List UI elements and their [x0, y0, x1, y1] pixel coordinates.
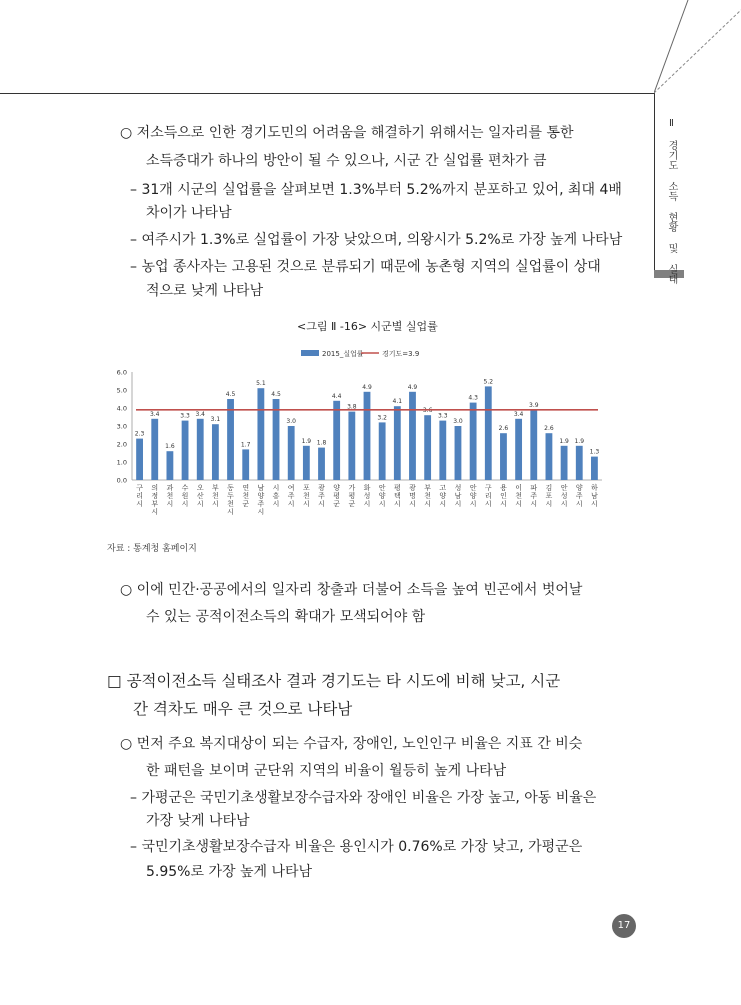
x-tick-label: 이 천 시 [515, 484, 522, 508]
x-tick-label: 남 양 주 시 [257, 484, 265, 516]
bar [318, 448, 325, 480]
bar [576, 446, 583, 480]
bar [364, 392, 371, 480]
side-rule [654, 93, 655, 278]
x-tick-label: 양 주 시 [575, 484, 583, 508]
bar [348, 412, 355, 480]
y-tick-label: 0.0 [116, 476, 127, 485]
x-tick-label: 양 평 군 [333, 484, 341, 508]
x-tick-label: 구 리 시 [484, 484, 492, 508]
figure-source: 자료 : 통계청 홈페이지 [107, 544, 197, 554]
dash-1-line-2: 차이가 나타남 [146, 205, 232, 221]
bar-value-label: 3.0 [286, 418, 296, 425]
header-rule [0, 93, 654, 94]
section-heading-line-2: 간 격차도 매우 큰 것으로 나타남 [133, 700, 353, 718]
corner-fold-decoration [654, 0, 741, 94]
chart-legend [301, 349, 419, 358]
bar [227, 399, 234, 480]
bar-value-label: 1.7 [240, 441, 251, 449]
bar-value-label: 3.8 [347, 403, 357, 411]
bar-value-label: 2.6 [498, 425, 509, 433]
x-tick-label: 수 원 시 [181, 484, 189, 508]
x-tick-label: 광 주 시 [318, 484, 325, 508]
bar [470, 403, 477, 480]
bar-value-label: 4.5 [225, 391, 236, 398]
x-tick-label: 구 리 시 [136, 484, 143, 508]
y-tick-label: 5.0 [116, 386, 127, 395]
bar [166, 451, 173, 480]
dash-4-line-1: – 가평군은 국민기초생활보장수급자와 장애인 비율은 가장 높고, 아동 비율은 [130, 790, 597, 806]
bar [288, 426, 295, 480]
x-tick-label: 안 양 시 [469, 484, 477, 508]
bar-value-label: 3.9 [529, 401, 539, 409]
dash-4-line-2: 가장 낮게 나타남 [146, 813, 250, 829]
y-tick-label: 2.0 [116, 440, 127, 449]
x-tick-label: 여 주 시 [287, 484, 295, 508]
paragraph-2-line-1: ○ 이에 민간·공공에서의 일자리 창출과 더불어 소득을 높여 빈곤에서 벗어날 [120, 582, 583, 598]
paragraph-1-line-1: ○ 저소득으로 인한 경기도민의 어려움을 해결하기 위해서는 일자리를 통한 [120, 125, 574, 141]
bar [136, 439, 143, 480]
paragraph-1-line-2: 소득증대가 하나의 방안이 될 수 있으나, 시군 간 실업률 편차가 큼 [146, 153, 547, 169]
x-tick-label: 김 포 시 [545, 484, 553, 508]
bar-value-label: 3.4 [149, 410, 160, 418]
x-tick-label: 고 양 시 [439, 484, 447, 508]
dash-5-line-1: – 국민기초생활보장수급자 비율은 용인시가 0.76%로 가장 낮고, 가평군은 [130, 839, 583, 855]
paragraph-3-line-1: ○ 먼저 주요 복지대상이 되는 수급자, 장애인, 노인인구 비율은 지표 간 비슷 [120, 736, 583, 752]
bar [424, 415, 431, 480]
x-tick-label: 포 천 시 [302, 484, 310, 508]
bar [333, 401, 340, 480]
bar-value-label: 2.3 [134, 430, 145, 438]
y-tick-label: 4.0 [116, 404, 127, 413]
bar-value-label: 3.4 [195, 410, 205, 418]
dash-1-line-1: – 31개 시군의 실업률을 살펴보면 1.3%부터 5.2%까지 분포하고 있어, 최대 4배 [130, 182, 622, 198]
bar-value-label: 3.4 [513, 410, 524, 418]
legend-series-label: 2015_실업률 [322, 350, 364, 358]
bar [151, 419, 158, 480]
bar [212, 424, 219, 480]
unemployment-bar-chart [108, 340, 608, 530]
section-heading-line-1: □ 공적이전소득 실태조사 결과 경기도는 타 시도에 비해 낮고, 시군 [107, 672, 561, 690]
bar-value-label: 4.1 [392, 398, 403, 406]
bar [197, 419, 204, 480]
bar [379, 422, 386, 480]
x-tick-label: 과 천 시 [166, 484, 174, 508]
bar [182, 421, 189, 480]
bar-value-label: 3.1 [210, 416, 221, 424]
bar-value-label: 1.9 [559, 437, 569, 445]
bar-value-label: 1.3 [589, 448, 600, 456]
y-tick-label: 6.0 [116, 368, 127, 377]
dash-5-line-2: 5.95%로 가장 높게 나타남 [146, 864, 313, 880]
legend-bar-swatch [301, 350, 319, 356]
figure-caption: <그림 Ⅱ -16> 시군별 실업률 [297, 320, 438, 333]
bar [515, 419, 522, 480]
x-tick-label: 시 흥 시 [272, 484, 280, 508]
x-tick-label: 동 두 천 시 [227, 484, 234, 516]
bar [257, 388, 264, 480]
chapter-side-header: Ⅱ 경기도 소득 현황 및 실태 [666, 118, 677, 284]
y-tick-label: 1.0 [116, 458, 127, 467]
x-tick-label: 하 남 시 [591, 484, 598, 508]
legend-reference-label: 경기도=3.9 [382, 350, 420, 358]
bar-value-label: 4.3 [468, 394, 478, 402]
x-tick-label: 평 택 시 [393, 484, 401, 508]
x-tick-label: 화 성 시 [363, 484, 371, 508]
bar [530, 410, 537, 480]
bar [303, 446, 310, 480]
bar-value-label: 1.9 [574, 437, 585, 445]
bar-value-label: 1.6 [165, 443, 175, 451]
bar-value-label: 3.6 [422, 407, 433, 415]
bar-value-label: 1.8 [316, 439, 327, 447]
bar [394, 406, 401, 480]
paragraph-2-line-2: 수 있는 공적이전소득의 확대가 모색되어야 함 [146, 609, 426, 625]
x-tick-label: 부 천 시 [424, 484, 432, 508]
x-tick-label: 용 인 시 [500, 484, 507, 508]
bar [439, 421, 446, 480]
dash-3-line-2: 적으로 낮게 나타남 [146, 283, 264, 299]
x-tick-label: 안 양 시 [378, 484, 386, 508]
bar [455, 426, 462, 480]
bar [561, 446, 568, 480]
bar-value-label: 1.9 [301, 437, 312, 445]
y-tick-label: 3.0 [116, 422, 127, 431]
bar-value-label: 3.3 [180, 412, 190, 420]
bar [485, 386, 492, 480]
bar-value-label: 2.6 [544, 425, 554, 433]
dash-3-line-1: – 농업 종사자는 고용된 것으로 분류되기 때문에 농촌형 지역의 실업률이 상대 [130, 259, 601, 275]
bar [591, 457, 598, 480]
page-number: 17 [612, 914, 636, 938]
bar [242, 449, 249, 480]
bar-value-label: 3.0 [453, 418, 463, 425]
bar [273, 399, 280, 480]
x-tick-label: 부 천 시 [212, 484, 219, 508]
bar [546, 433, 553, 480]
bar-value-label: 3.3 [438, 412, 448, 420]
x-tick-label: 광 명 시 [409, 484, 416, 508]
x-tick-label: 오 산 시 [196, 484, 204, 508]
paragraph-3-line-2: 한 패턴을 보이며 군단위 지역의 비율이 월등히 높게 나타남 [146, 763, 507, 779]
x-tick-label: 안 성 시 [560, 484, 568, 508]
bar-value-label: 3.2 [377, 414, 387, 422]
x-tick-label: 성 남 시 [454, 484, 462, 508]
x-tick-label: 의 정 부 시 [151, 484, 159, 516]
bar-value-label: 5.1 [256, 380, 266, 388]
bar-value-label: 4.4 [331, 392, 342, 400]
bar-value-label: 5.2 [483, 378, 494, 386]
x-tick-label: 연 천 군 [242, 484, 250, 508]
dash-2: – 여주시가 1.3%로 실업률이 가장 낮았으며, 의왕시가 5.2%로 가장 높게 나타남 [130, 232, 623, 248]
bar-value-label: 4.9 [407, 383, 418, 391]
x-tick-label: 파 주 시 [530, 484, 538, 508]
bar [500, 433, 507, 480]
x-tick-label: 가 평 군 [348, 484, 356, 508]
bar-value-label: 4.9 [362, 383, 372, 391]
bar-value-label: 4.5 [271, 391, 281, 398]
bar [409, 392, 416, 480]
